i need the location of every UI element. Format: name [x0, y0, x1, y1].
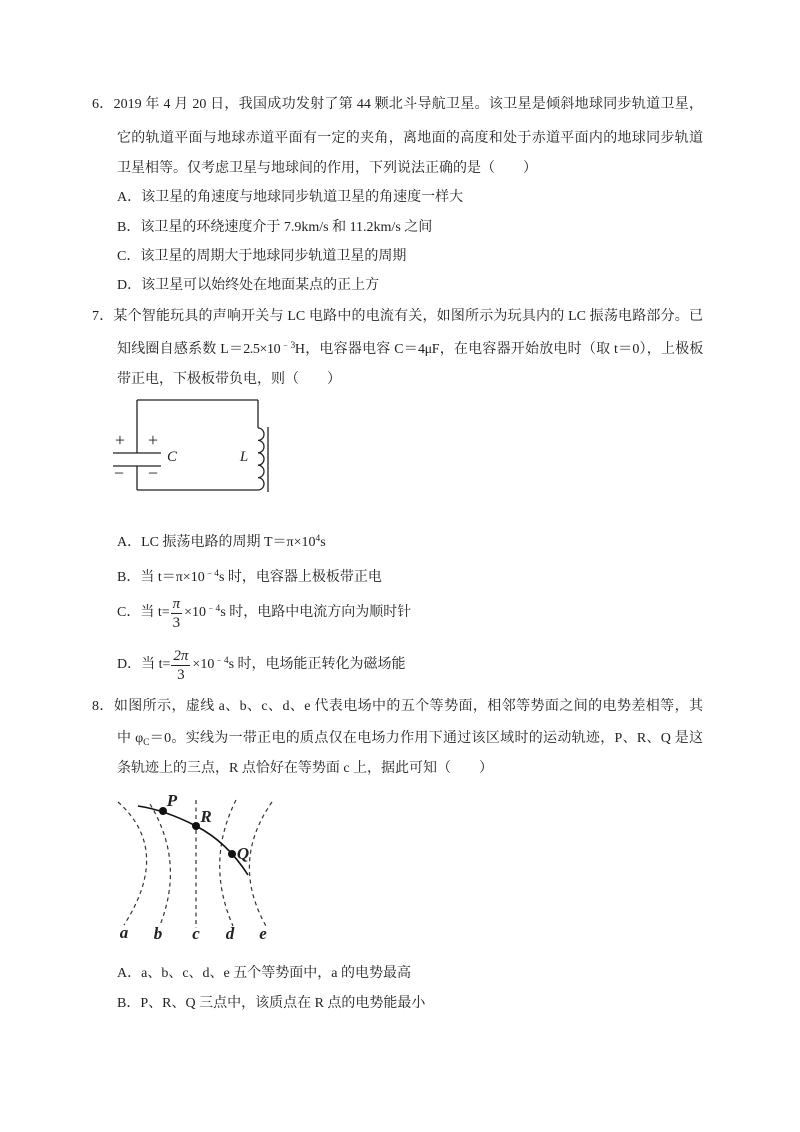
particle-trajectory: [138, 806, 248, 875]
q7-option-c-text-a: C．当 t=: [117, 605, 170, 620]
q6-option-c: C．该卫星的周期大于地球同步轨道卫星的周期: [117, 249, 407, 264]
equipotential-line-e: [249, 802, 272, 926]
point-r-dot: [192, 822, 200, 830]
q7-stem-line-3: 带正电，下极板带负电，则（ ）: [117, 372, 341, 387]
q7-option-c: [117, 591, 411, 635]
capacitor-plus-right: +: [147, 430, 159, 450]
q8-stem-line-2-text-a: 中 φ: [117, 731, 144, 746]
line-a-label: a: [119, 923, 129, 942]
q7-option-d-numerator: 2π: [173, 647, 189, 664]
q8-stem-line-2: [117, 729, 703, 749]
capacitor-minus-left: −: [113, 463, 125, 483]
q7-option-c-fraction: [171, 595, 183, 632]
q6-stem-line-2: 它的轨道平面与地球赤道平面有一定的夹角，离地面的高度和处于赤道平面内的地球同步轨道: [117, 131, 703, 146]
line-e-label: e: [259, 924, 267, 943]
q7-stem-line-2-exponent: ﹣3: [280, 341, 295, 351]
q7-stem-line-2-text-a: 知线圈自感系数 L＝2.5×10: [117, 342, 281, 357]
q7-option-d-text-a: D．当 t=: [117, 657, 171, 672]
point-q-dot: [228, 850, 236, 858]
q6-stem-line-1: 6．2019 年 4 月 20 日，我国成功发射了第 44 颗北斗导航卫星。该卫星是倾斜地球同步轨道卫星，: [92, 97, 703, 112]
point-r-label: R: [200, 807, 212, 826]
q7-option-a: [117, 533, 326, 553]
q8-stem-line-3: 条轨迹上的三点，R 点恰好在等势面 c 上，据此可知（ ）: [117, 761, 494, 776]
q6-stem-line-3: 卫星相等。仅考虑卫星与地球间的作用，下列说法正确的是（ ）: [117, 161, 537, 176]
line-b-label: b: [153, 924, 163, 943]
point-q-label: Q: [236, 844, 250, 863]
equipotential-diagram: [110, 790, 285, 950]
q7-option-d: [117, 643, 406, 687]
q7-stem-line-2-text-b: H，电容器电容 C＝4μF，在电容器开始放电时（取 t＝0），上极板: [294, 342, 704, 357]
q7-option-d-text-c: s 时，电场能正转化为磁场能: [228, 657, 406, 672]
q7-option-d-denominator: 3: [177, 666, 185, 683]
inductor-coil: [258, 428, 264, 490]
q7-stem-line-1: 7．某个智能玩具的声响开关与 LC 电路中的电流有关，如图所示为玩具内的 LC 振荡电路部分。已: [92, 309, 703, 324]
capacitor-plus-left: +: [114, 430, 126, 450]
q7-option-c-denominator: 3: [172, 614, 181, 631]
q6-option-a: A．该卫星的角速度与地球同步轨道卫星的角速度一样大: [117, 190, 464, 205]
q8-stem-line-1: 8．如图所示，虚线 a、b、c、d、e 代表电场中的五个等势面，相邻等势面之间的电势差相等，其: [92, 699, 703, 714]
q7-option-b-exponent: ﹣4: [204, 569, 219, 579]
equipotential-line-b: [150, 804, 170, 925]
capacitor-minus-right: −: [147, 463, 159, 483]
q7-option-a-exponent: 4: [315, 534, 321, 544]
q8-stem-line-2-text-b: ＝0。实线为一带正电的质点仅在电场力作用下通过该区域时的运动轨迹，P、R、Q 是这: [149, 731, 703, 746]
q7-option-b-text-b: s 时，电容器上极板带正电: [218, 570, 382, 585]
lc-circuit-diagram: [105, 392, 280, 502]
q7-stem-line-2: [117, 340, 703, 360]
q8-option-a: A．a、b、c、d、e 五个等势面中，a 的电势最高: [117, 966, 411, 981]
q6-option-d: D．该卫星可以始终处在地面某点的正上方: [117, 278, 380, 293]
point-p-label: P: [166, 791, 178, 810]
q7-option-c-run: [184, 603, 411, 623]
q7-option-a-text-a: A．LC 振荡电路的周期 T＝π×10: [117, 535, 316, 550]
point-p-dot: [159, 807, 167, 815]
q7-option-b-text-a: B．当 t＝π×10: [117, 570, 205, 585]
q7-option-b: [117, 568, 382, 588]
q7-option-d-exponent: ﹣4: [214, 656, 229, 666]
q7-option-a-text-b: s: [320, 535, 326, 550]
q7-option-d-run: [192, 655, 405, 675]
q7-option-c-text-b: ×10: [184, 605, 207, 620]
q7-option-c-exponent: ﹣4: [206, 604, 221, 614]
q7-option-c-numerator: π: [172, 595, 181, 612]
q8-stem-line-2-subscript: C: [143, 738, 150, 748]
q7-option-d-fraction: [171, 647, 190, 684]
line-c-label: c: [192, 924, 200, 943]
equipotential-line-d: [220, 800, 236, 926]
inductor-label: L: [239, 449, 249, 465]
line-d-label: d: [225, 924, 235, 943]
q6-option-b: B．该卫星的环绕速度介于 7.9km/s 和 11.2km/s 之间: [117, 220, 433, 235]
q8-option-b: B．P、R、Q 三点中，该质点在 R 点的电势能最小: [117, 996, 426, 1011]
q7-option-d-text-b: ×10: [192, 657, 215, 672]
q7-option-c-text-c: s 时，电路中电流方向为顺时针: [220, 605, 412, 620]
equipotential-line-a: [118, 802, 147, 925]
capacitor-label: C: [166, 449, 178, 465]
